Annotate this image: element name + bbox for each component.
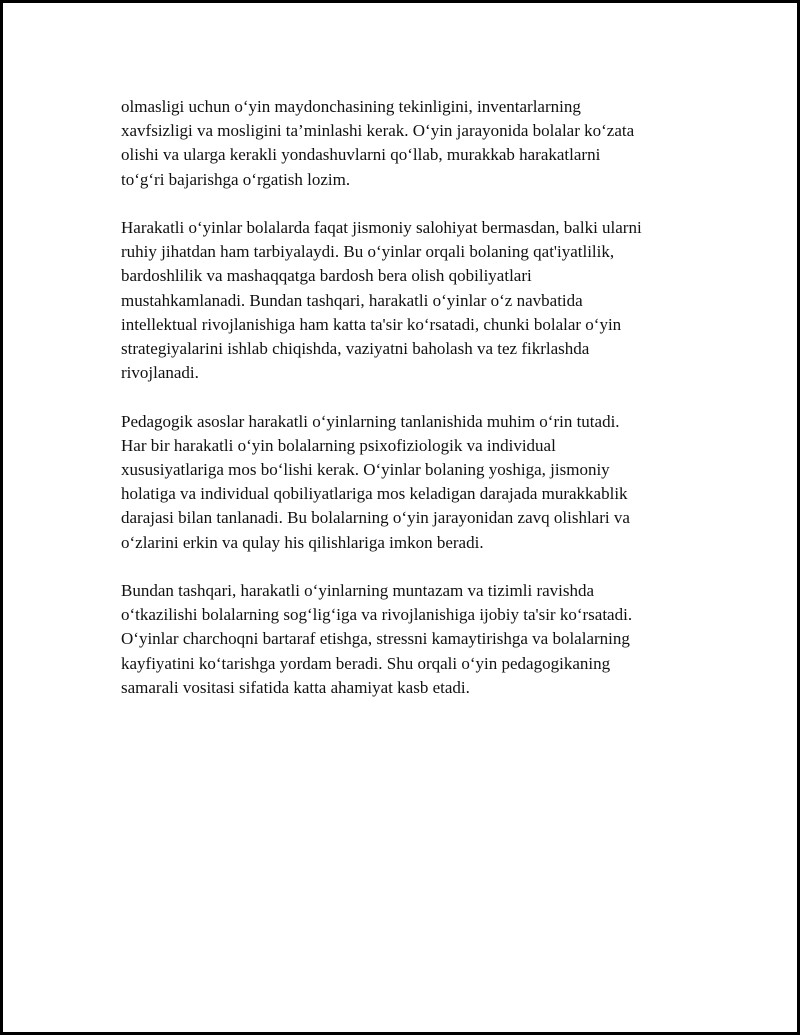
text-line: Har bir harakatli o‘yin bolalarning psixofiziologik va individual [121,435,556,455]
text-line: O‘yinlar charchoqni bartaraf etishga, stressni kamaytirishga va bolalarning [121,629,630,649]
text-line: o‘tkazilishi bolalarning sog‘lig‘iga va rivojlanishiga ijobiy ta'sir ko‘rsatadi. [121,605,633,625]
text-line: xavfsizligi va mosligini ta’minlashi kerak. O‘yin jarayonida bolalar ko‘zata [121,121,635,141]
paragraph-spacer [121,555,701,579]
text-line: xususiyatlariga mos bo‘lishi kerak. O‘yinlar bolaning yoshiga, jismoniy [121,460,610,480]
text-line: Pedagogik asoslar harakatli o‘yinlarning tanlanishida muhim o‘rin tutadi. [121,411,620,431]
text-line: intellektual rivojlanishiga ham katta ta'sir ko‘rsatadi, chunki bolalar o‘yin [121,314,622,334]
text-line: samarali vositasi sifatida katta ahamiyat kasb etadi. [121,677,470,697]
text-line: to‘g‘ri bajarishga o‘rgatish lozim. [121,169,351,189]
text-line: mustahkamlanadi. Bundan tashqari, harakatli o‘yinlar o‘z navbatida [121,290,583,310]
paragraph-1 [121,95,701,192]
text-line: olishi va ularga kerakli yondashuvlarni qo‘llab, murakkab harakatlarni [121,145,601,165]
paragraph-spacer [121,192,701,216]
text-line: strategiyalarini ishlab chiqishda, vaziyatni baholash va tez fikrlashda [121,339,590,359]
text-line: o‘zlarini erkin va qulay his qilishlariga imkon beradi. [121,532,484,552]
text-line: kayfiyatini ko‘tarishga yordam beradi. Shu orqali o‘yin pedagogikaning [121,653,611,673]
text-line: holatiga va individual qobiliyatlariga mos keladigan darajada murakkablik [121,484,628,504]
text-line: Harakatli o‘yinlar bolalarda faqat jismoniy salohiyat bermasdan, balki ularni [121,218,642,237]
paragraph-2 [121,216,701,385]
paragraph-4 [121,579,701,700]
text-line: rivojlanadi. [121,363,199,383]
text-line: Bundan tashqari, harakatli o‘yinlarning muntazam va tizimli ravishda [121,581,595,601]
text-line: darajasi bilan tanlanadi. Bu bolalarning o‘yin jarayonidan zavq olishlari va [121,508,630,528]
text-line: ruhiy jihatdan ham tarbiyalaydi. Bu o‘yinlar orqali bolaning qat'iyatlilik, [121,242,615,262]
document-body [121,95,701,700]
text-line: olmasligi uchun o‘yin maydonchasining tekinligini, inventarlarning [121,97,581,116]
paragraph-3 [121,410,701,555]
paragraph-spacer [121,385,701,409]
text-line: bardoshlilik va mashaqqatga bardosh bera olish qobiliyatlari [121,266,532,286]
